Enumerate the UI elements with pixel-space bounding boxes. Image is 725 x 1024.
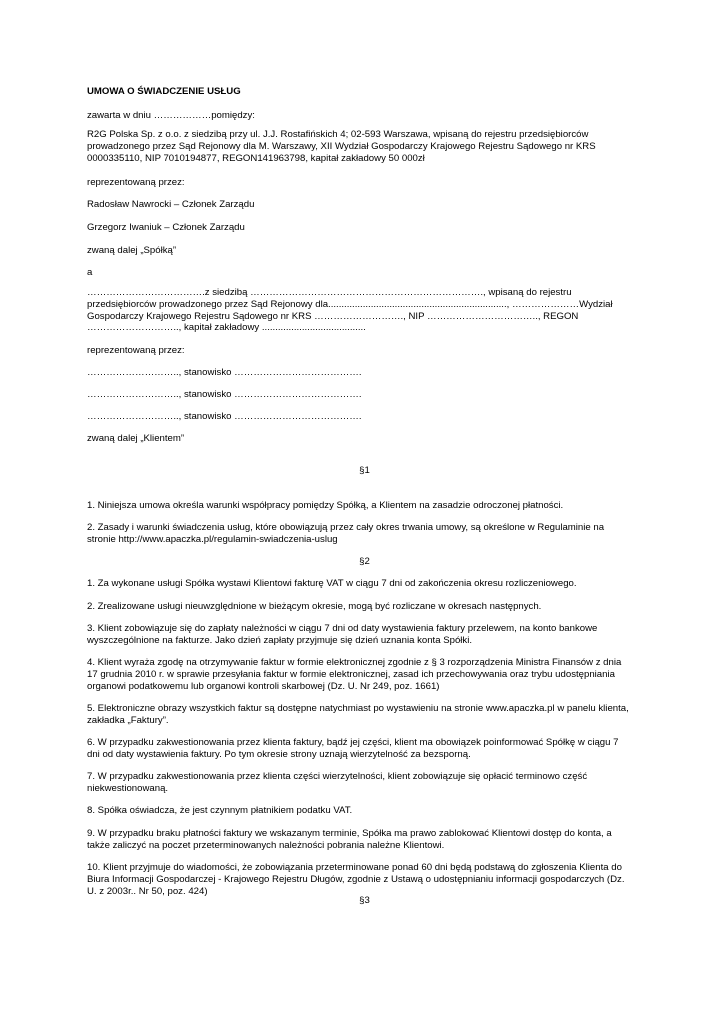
- text-line: 1. Niniejsza umowa określa warunki współpracy pomiędzy Spółką, a Klientem na zasadzie odroczonej płatności.: [87, 500, 564, 511]
- text-line: przedsiębiorców prowadzonego przez Sąd Rejonowy dla..................................................................., …………………Wydział: [87, 298, 613, 310]
- text-line: organowi podatkowemu lub organowi kontroli skarbowej (Dz. U. Nr 249, poz. 1661): [87, 680, 440, 692]
- section-1-heading: §1: [359, 465, 370, 476]
- section-2-paragraph-8: [87, 805, 642, 817]
- section-2-heading: §2: [359, 556, 370, 567]
- text-line: 10. Klient przyjmuje do wiadomości, że zobowiązania przeterminowane ponad 60 dni będą podstawą do zgłoszenia Klienta do: [87, 862, 622, 873]
- text-line: ……………………….., kapitał zakładowy .......................................: [87, 322, 366, 334]
- text-line: 5. Elektroniczne obrazy wszystkich faktur są dostępne natychmiast po wystawieniu na stronie www.apaczka.pl w panelu klienta,: [87, 703, 629, 714]
- company-alias: zwaną dalej „Spółką”: [87, 245, 177, 256]
- text-line: R2G Polska Sp. z o.o. z siedzibą przy ul. J.J. Rostafińskich 4; 02-593 Warszawa, wpisaną do rejestru przedsiębiorców: [87, 129, 589, 140]
- text-line: stronie http://www.apaczka.pl/regulamin-swiadczenia-uslug: [87, 533, 338, 545]
- section-2-paragraph-4: [87, 657, 642, 692]
- text-line: 2. Zrealizowane usługi nieuwzględnione w bieżącym okresie, mogą być rozliczane w okresach następnych.: [87, 601, 542, 612]
- client-representative-position-2: ……………………….., stanowisko ………………………………….: [87, 389, 362, 400]
- section-2-paragraph-5: [87, 703, 642, 727]
- section-2-paragraph-9: [87, 828, 642, 852]
- text-line: wyszczególnione na fakturze. Jako dzień zapłaty przyjmuje się dzień uznania konta Spółki.: [87, 634, 473, 646]
- section-2-paragraph-3: [87, 623, 642, 647]
- text-line: 17 grudnia 2010 r. w sprawie przesyłania faktur w formie elektronicznej, zasad ich przechowywania oraz trybu udostępniania: [87, 668, 615, 680]
- text-line: 4. Klient wyraża zgodę na otrzymywanie faktur w formie elektronicznej zgodnie z § 3 rozporządzenia Ministra Finansów z dnia: [87, 657, 622, 668]
- text-line: 0000335110, NIP 7010194877, REGON141963798, kapitał zakładowy 50 000zł: [87, 152, 425, 164]
- text-line: 8. Spółka oświadcza, że jest czynnym płatnikiem podatku VAT.: [87, 805, 353, 816]
- text-line: 7. W przypadku zakwestionowania przez klienta części wierzytelności, klient zobowiązuje się opłacić terminowo część: [87, 771, 588, 782]
- client-alias: zwaną dalej „Klientem”: [87, 433, 185, 444]
- concluded-date-line: zawarta w dniu ………………pomiędzy:: [87, 110, 255, 121]
- client-represented-by: reprezentowaną przez:: [87, 345, 185, 356]
- section-2-paragraph-6: [87, 737, 642, 761]
- text-line: U. z 2003r.. Nr 50, poz. 424): [87, 885, 208, 897]
- text-line: 2. Zasady i warunki świadczenia usług, które obowiązują przez cały okres trwania umowy, są określone w Regulaminie na: [87, 522, 605, 533]
- text-line: 3. Klient zobowiązuje się do zapłaty należności w ciągu 7 dni od daty wystawienia faktury przelewem, na konto bankowe: [87, 623, 598, 634]
- company-details-paragraph: [87, 129, 642, 164]
- section-2-paragraph-7: [87, 771, 642, 795]
- text-line: prowadzonego przez Sąd Rejonowy dla M. Warszawy, XII Wydział Gospodarczy Krajowego Rejestru Sądowego nr KRS: [87, 140, 596, 152]
- client-representative-position-1: ……………………….., stanowisko ………………………………….: [87, 367, 362, 378]
- text-line: dni od daty wystawienia faktury. Po tym okresie strony uznają wierzytelność za bezsporną.: [87, 748, 471, 760]
- client-representative-position-3: ……………………….., stanowisko ………………………………….: [87, 411, 362, 422]
- company-representative-2: Grzegorz Iwaniuk – Członek Zarządu: [87, 222, 245, 233]
- client-details-paragraph: [87, 287, 642, 334]
- text-line: 1. Za wykonane usługi Spółka wystawi Klientowi fakturę VAT w ciągu 7 dni od zakończenia okresu rozliczeniowego.: [87, 578, 577, 589]
- company-represented-by: reprezentowaną przez:: [87, 177, 185, 188]
- section-1-paragraph-1: [87, 500, 642, 512]
- text-line: niekwestionowaną.: [87, 782, 169, 794]
- text-line: ……………………………….z siedzibą ………………………………………………………………., wpisaną do rejestru: [87, 287, 572, 298]
- company-representative-1: Radosław Nawrocki – Członek Zarządu: [87, 199, 255, 210]
- text-line: Biura Informacji Gospodarczej - Krajowego Rejestru Długów, zgodnie z Ustawą o udostępnianiu informacji gospodarczych (Dz.: [87, 873, 625, 885]
- text-line: 9. W przypadku braku płatności faktury we wskazanym terminie, Spółka ma prawo zablokować Klientowi dostęp do konta, a: [87, 828, 612, 839]
- text-line: 6. W przypadku zakwestionowania przez klienta faktury, bądź jej części, klient ma obowiązek poinformować Spółkę w ciągu 7: [87, 737, 619, 748]
- text-line: Gospodarczy Krajowego Rejestru Sądowego nr KRS ………………………., NIP …………………………….., REGON: [87, 310, 579, 322]
- and-conjunction: a: [87, 267, 93, 278]
- section-3-heading: §3: [359, 895, 370, 906]
- section-1-paragraph-2: [87, 522, 642, 546]
- text-line: zakładka „Faktury”.: [87, 714, 169, 726]
- text-line: także zaliczyć na poczet przeterminowanych należności pobrania należne Klientowi.: [87, 839, 445, 851]
- section-2-paragraph-2: [87, 601, 642, 613]
- section-2-paragraph-1: [87, 578, 642, 590]
- section-2-paragraph-10: [87, 862, 642, 897]
- document-title: UMOWA O ŚWIADCZENIE USŁUG: [87, 86, 241, 97]
